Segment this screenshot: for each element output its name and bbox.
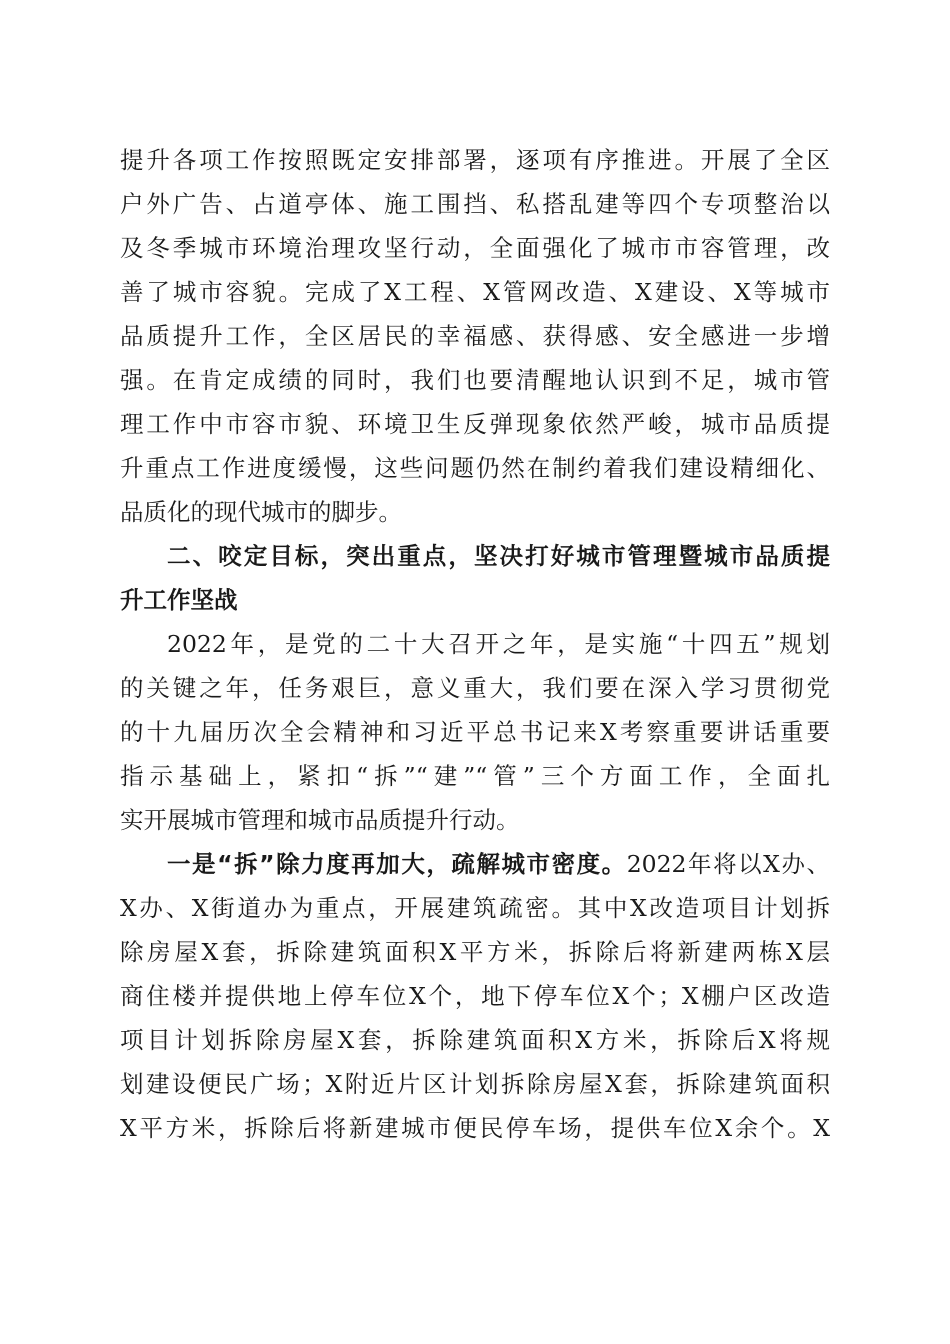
text-line: 指示基础上，紧扣“拆”“建”“管”三个方面工作，全面扎	[120, 762, 830, 790]
document-body	[120, 138, 830, 1150]
text-line: 除房屋X套，拆除建筑面积X平方米，拆除后将新建两栋X层	[120, 938, 830, 966]
text-line: 品质提升工作，全区居民的幸福感、获得感、安全感进一步增	[120, 322, 830, 350]
text-line: 升重点工作进度缓慢，这些问题仍然在制约着我们建设精细化、	[120, 454, 830, 482]
text-line: 划建设便民广场；X附近片区计划拆除房屋X套，拆除建筑面积	[120, 1070, 830, 1098]
text-line: 2022年，是党的二十大召开之年，是实施“十四五”规划	[167, 630, 830, 658]
text-line: 善了城市容貌。完成了X工程、X管网改造、X建设、X等城市	[120, 278, 830, 306]
paragraph-demolition	[120, 842, 830, 1150]
text-line: 的关键之年，任务艰巨，意义重大，我们要在深入学习贯彻党	[120, 674, 830, 702]
text-line: 品质化的现代城市的脚步。	[120, 498, 402, 526]
heading-line: 二、咬定目标，突出重点，坚决打好城市管理暨城市品质提	[167, 542, 830, 570]
text-line: X办、X街道办为重点，开展建筑疏密。其中X改造项目计划拆	[120, 894, 830, 922]
section-heading	[120, 534, 830, 622]
text-line: 理工作中市容市貌、环境卫生反弹现象依然严峻，城市品质提	[120, 410, 830, 438]
text-line: 提升各项工作按照既定安排部署，逐项有序推进。开展了全区	[120, 146, 830, 174]
text-line: 项目计划拆除房屋X套，拆除建筑面积X方米，拆除后X将规	[120, 1026, 830, 1054]
paragraph-lead: 一是“拆”除力度再加大，疏解城市密度。	[167, 850, 627, 878]
heading-line: 升工作坚战	[120, 586, 238, 614]
text-line: 的十九届历次全会精神和习近平总书记来X考察重要讲话重要	[120, 718, 830, 746]
paragraph-progress-summary	[120, 138, 830, 534]
text-line: 及冬季城市环境治理攻坚行动，全面强化了城市市容管理，改	[120, 234, 830, 262]
text-line: 商住楼并提供地上停车位X个，地下停车位X个；X棚户区改造	[120, 982, 830, 1010]
text-line-rest: 2022年将以X办、	[626, 850, 830, 878]
text-line: 强。在肯定成绩的同时，我们也要清醒地认识到不足，城市管	[120, 366, 830, 394]
text-line: 实开展城市管理和城市品质提升行动。	[120, 806, 520, 834]
text-line	[120, 842, 830, 886]
paragraph-2022-overview	[120, 622, 830, 842]
text-line: X平方米，拆除后将新建城市便民停车场，提供车位X余个。X	[120, 1114, 830, 1142]
text-line: 户外广告、占道亭体、施工围挡、私搭乱建等四个专项整治以	[120, 190, 830, 218]
